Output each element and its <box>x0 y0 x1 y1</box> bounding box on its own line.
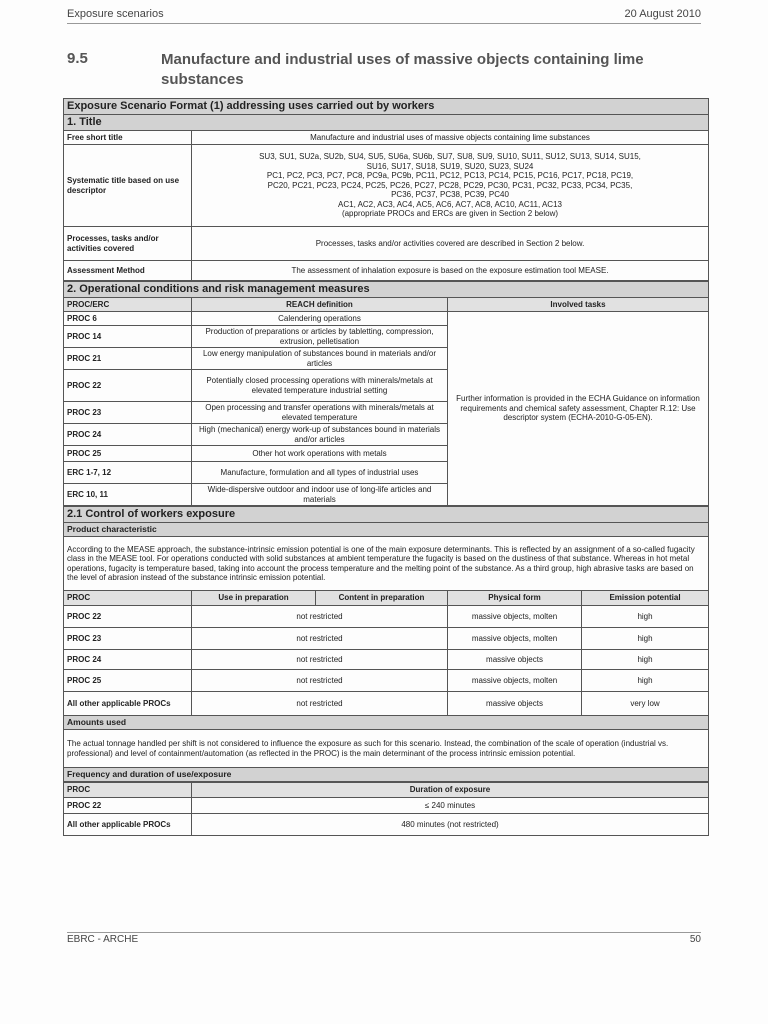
reach-definition: Potentially closed processing operations with minerals/metals at elevated temperature industrial setting <box>192 370 448 402</box>
col-header-proc: PROC <box>64 783 192 798</box>
systematic-line: AC1, AC2, AC3, AC4, AC5, AC6, AC7, AC8, AC10, AC11, AC13 <box>338 199 562 209</box>
proc-code: PROC 23 <box>64 628 192 650</box>
col-header-duration: Duration of exposure <box>192 783 709 798</box>
physical-form: massive objects, molten <box>448 628 582 650</box>
systematic-title <box>192 145 709 227</box>
table-row <box>64 650 709 670</box>
proc-code: ERC 10, 11 <box>64 484 192 506</box>
exposure-scenario-form <box>63 98 709 836</box>
table-row <box>64 798 709 814</box>
reach-definition: Wide-dispersive outdoor and indoor use of long-life articles and materials <box>192 484 448 506</box>
assessment-method-label: Assessment Method <box>64 261 192 281</box>
free-short-title: Manufacture and industrial uses of massive objects containing lime substances <box>192 131 709 145</box>
systematic-line: SU3, SU1, SU2a, SU2b, SU4, SU5, SU6a, SU6b, SU7, SU8, SU9, SU10, SU11, SU12, SU13, SU14, SU15, <box>259 152 641 162</box>
proc-code: PROC 23 <box>64 402 192 424</box>
proc-code: ERC 1-7, 12 <box>64 462 192 484</box>
header-date: 20 August 2010 <box>624 8 701 20</box>
systematic-line: PC36, PC37, PC38, PC39, PC40 <box>391 190 509 200</box>
restriction: not restricted <box>192 628 448 650</box>
table-row <box>64 628 709 650</box>
operational-table <box>63 281 709 506</box>
restriction: not restricted <box>192 692 448 716</box>
amounts-used-label: Amounts used <box>64 716 709 730</box>
operational-heading: 2. Operational conditions and risk management measures <box>64 282 709 298</box>
physical-form: massive objects, molten <box>448 606 582 628</box>
section-title: Manufacture and industrial uses of massive objects containing lime substances <box>161 51 644 88</box>
physical-form: massive objects, molten <box>448 670 582 692</box>
systematic-line: (appropriate PROCs and ERCs are given in Section 2 below) <box>341 209 559 219</box>
page-number: 50 <box>689 934 701 945</box>
col-header-emission-potential: Emission potential <box>582 591 709 606</box>
section-heading <box>67 50 707 92</box>
footer-left: EBRC - ARCHE <box>67 934 139 945</box>
reach-definition: Open processing and transfer operations with minerals/metals at elevated temperature <box>192 402 448 424</box>
physical-form: massive objects <box>448 650 582 670</box>
page-header <box>67 8 701 24</box>
table-row <box>64 312 709 326</box>
proc-code: PROC 25 <box>64 670 192 692</box>
product-characteristic-label: Product characteristic <box>64 523 709 537</box>
col-header-proc-erc: PROC/ERC <box>64 298 192 312</box>
col-header-involved-tasks: Involved tasks <box>448 298 709 312</box>
proc-code: PROC 22 <box>64 606 192 628</box>
emission-potential: high <box>582 606 709 628</box>
reach-definition: Calendering operations <box>192 312 448 326</box>
systematic-line: PC1, PC2, PC3, PC7, PC8, PC9a, PC9b, PC11, PC12, PC13, PC14, PC15, PC16, PC17, PC18, PC19, <box>266 171 634 181</box>
header-left: Exposure scenarios <box>67 8 164 20</box>
proc-code: All other applicable PROCs <box>64 814 192 836</box>
physical-form: massive objects <box>448 692 582 716</box>
emission-potential: high <box>582 650 709 670</box>
proc-code: PROC 22 <box>64 798 192 814</box>
format-title: Exposure Scenario Format (1) addressing uses carried out by workers <box>64 99 709 115</box>
proc-code: PROC 14 <box>64 326 192 348</box>
title-heading: 1. Title <box>64 115 709 131</box>
systematic-line: SU16, SU17, SU18, SU19, SU20, SU23, SU24 <box>366 161 534 171</box>
table-row <box>64 692 709 716</box>
table-row <box>64 814 709 836</box>
reach-definition: Manufacture, formulation and all types of industrial uses <box>192 462 448 484</box>
involved-tasks: Further information is provided in the ECHA Guidance on information requirements and chemical safety assessment, Chapter R.12: Use descriptor system (ECHA-2010-G-05-EN). <box>448 312 709 506</box>
reach-definition: Production of preparations or articles by tabletting, compression, extrusion, pelletisation <box>192 326 448 348</box>
amounts-used-text: The actual tonnage handled per shift is not considered to influence the exposure as such for this scenario. Instead, the combination of the scale of operation (industrial vs. professional) and level of containment/automation (as reflected in the PROC) is the main determinant of the process intrinsic emission potential. <box>64 730 709 768</box>
emission-potential: high <box>582 628 709 650</box>
restriction: not restricted <box>192 670 448 692</box>
col-header-physical-form: Physical form <box>448 591 582 606</box>
duration: 480 minutes (not restricted) <box>192 814 709 836</box>
free-short-title-label: Free short title <box>64 131 192 145</box>
assessment-method-text: The assessment of inhalation exposure is based on the exposure estimation tool MEASE. <box>192 261 709 281</box>
emission-potential: high <box>582 670 709 692</box>
proc-code: PROC 24 <box>64 650 192 670</box>
col-header-proc: PROC <box>64 591 192 606</box>
proc-code: PROC 6 <box>64 312 192 326</box>
col-header-reach-definition: REACH definition <box>192 298 448 312</box>
reach-definition: High (mechanical) energy work-up of substances bound in materials and/or articles <box>192 424 448 446</box>
duration-table <box>63 782 709 836</box>
proc-code: PROC 22 <box>64 370 192 402</box>
control-heading: 2.1 Control of workers exposure <box>64 507 709 523</box>
processes-text: Processes, tasks and/or activities covered are described in Section 2 below. <box>192 227 709 261</box>
proc-code: All other applicable PROCs <box>64 692 192 716</box>
reach-definition: Low energy manipulation of substances bound in materials and/or articles <box>192 348 448 370</box>
processes-label: Processes, tasks and/or activities covered <box>64 227 192 261</box>
table-row <box>64 606 709 628</box>
restriction: not restricted <box>192 650 448 670</box>
table-row <box>64 670 709 692</box>
duration: ≤ 240 minutes <box>192 798 709 814</box>
product-characteristic-text: According to the MEASE approach, the substance-intrinsic emission potential is one of the main exposure determinants. This is reflected by an assignment of a so-called fugacity class in the MEASE tool. For operations conducted with solid substances at ambient temperature the fugacity is based on the dustiness of that substance. Whereas in hot metal operations, fugacity is temperature based, taking into account the process temperature and the melting point of the substance. As a third group, high abrasive tasks are based on the level of abrasion instead of the substance intrinsic emission potential. <box>64 537 709 591</box>
frequency-duration-label: Frequency and duration of use/exposure <box>64 768 709 782</box>
title-table <box>63 98 709 281</box>
section-number: 9.5 <box>67 50 88 67</box>
proc-code: PROC 21 <box>64 348 192 370</box>
control-table <box>63 506 709 782</box>
reach-definition: Other hot work operations with metals <box>192 446 448 462</box>
emission-potential: very low <box>582 692 709 716</box>
page-footer <box>67 932 701 948</box>
restriction: not restricted <box>192 606 448 628</box>
proc-code: PROC 24 <box>64 424 192 446</box>
proc-code: PROC 25 <box>64 446 192 462</box>
systematic-line: PC20, PC21, PC23, PC24, PC25, PC26, PC27, PC28, PC29, PC30, PC31, PC32, PC33, PC34, PC35, <box>267 180 633 190</box>
systematic-title-label: Systematic title based on use descriptor <box>64 145 192 227</box>
col-header-use: Use in preparation <box>192 591 316 606</box>
col-header-content: Content in preparation <box>316 591 448 606</box>
